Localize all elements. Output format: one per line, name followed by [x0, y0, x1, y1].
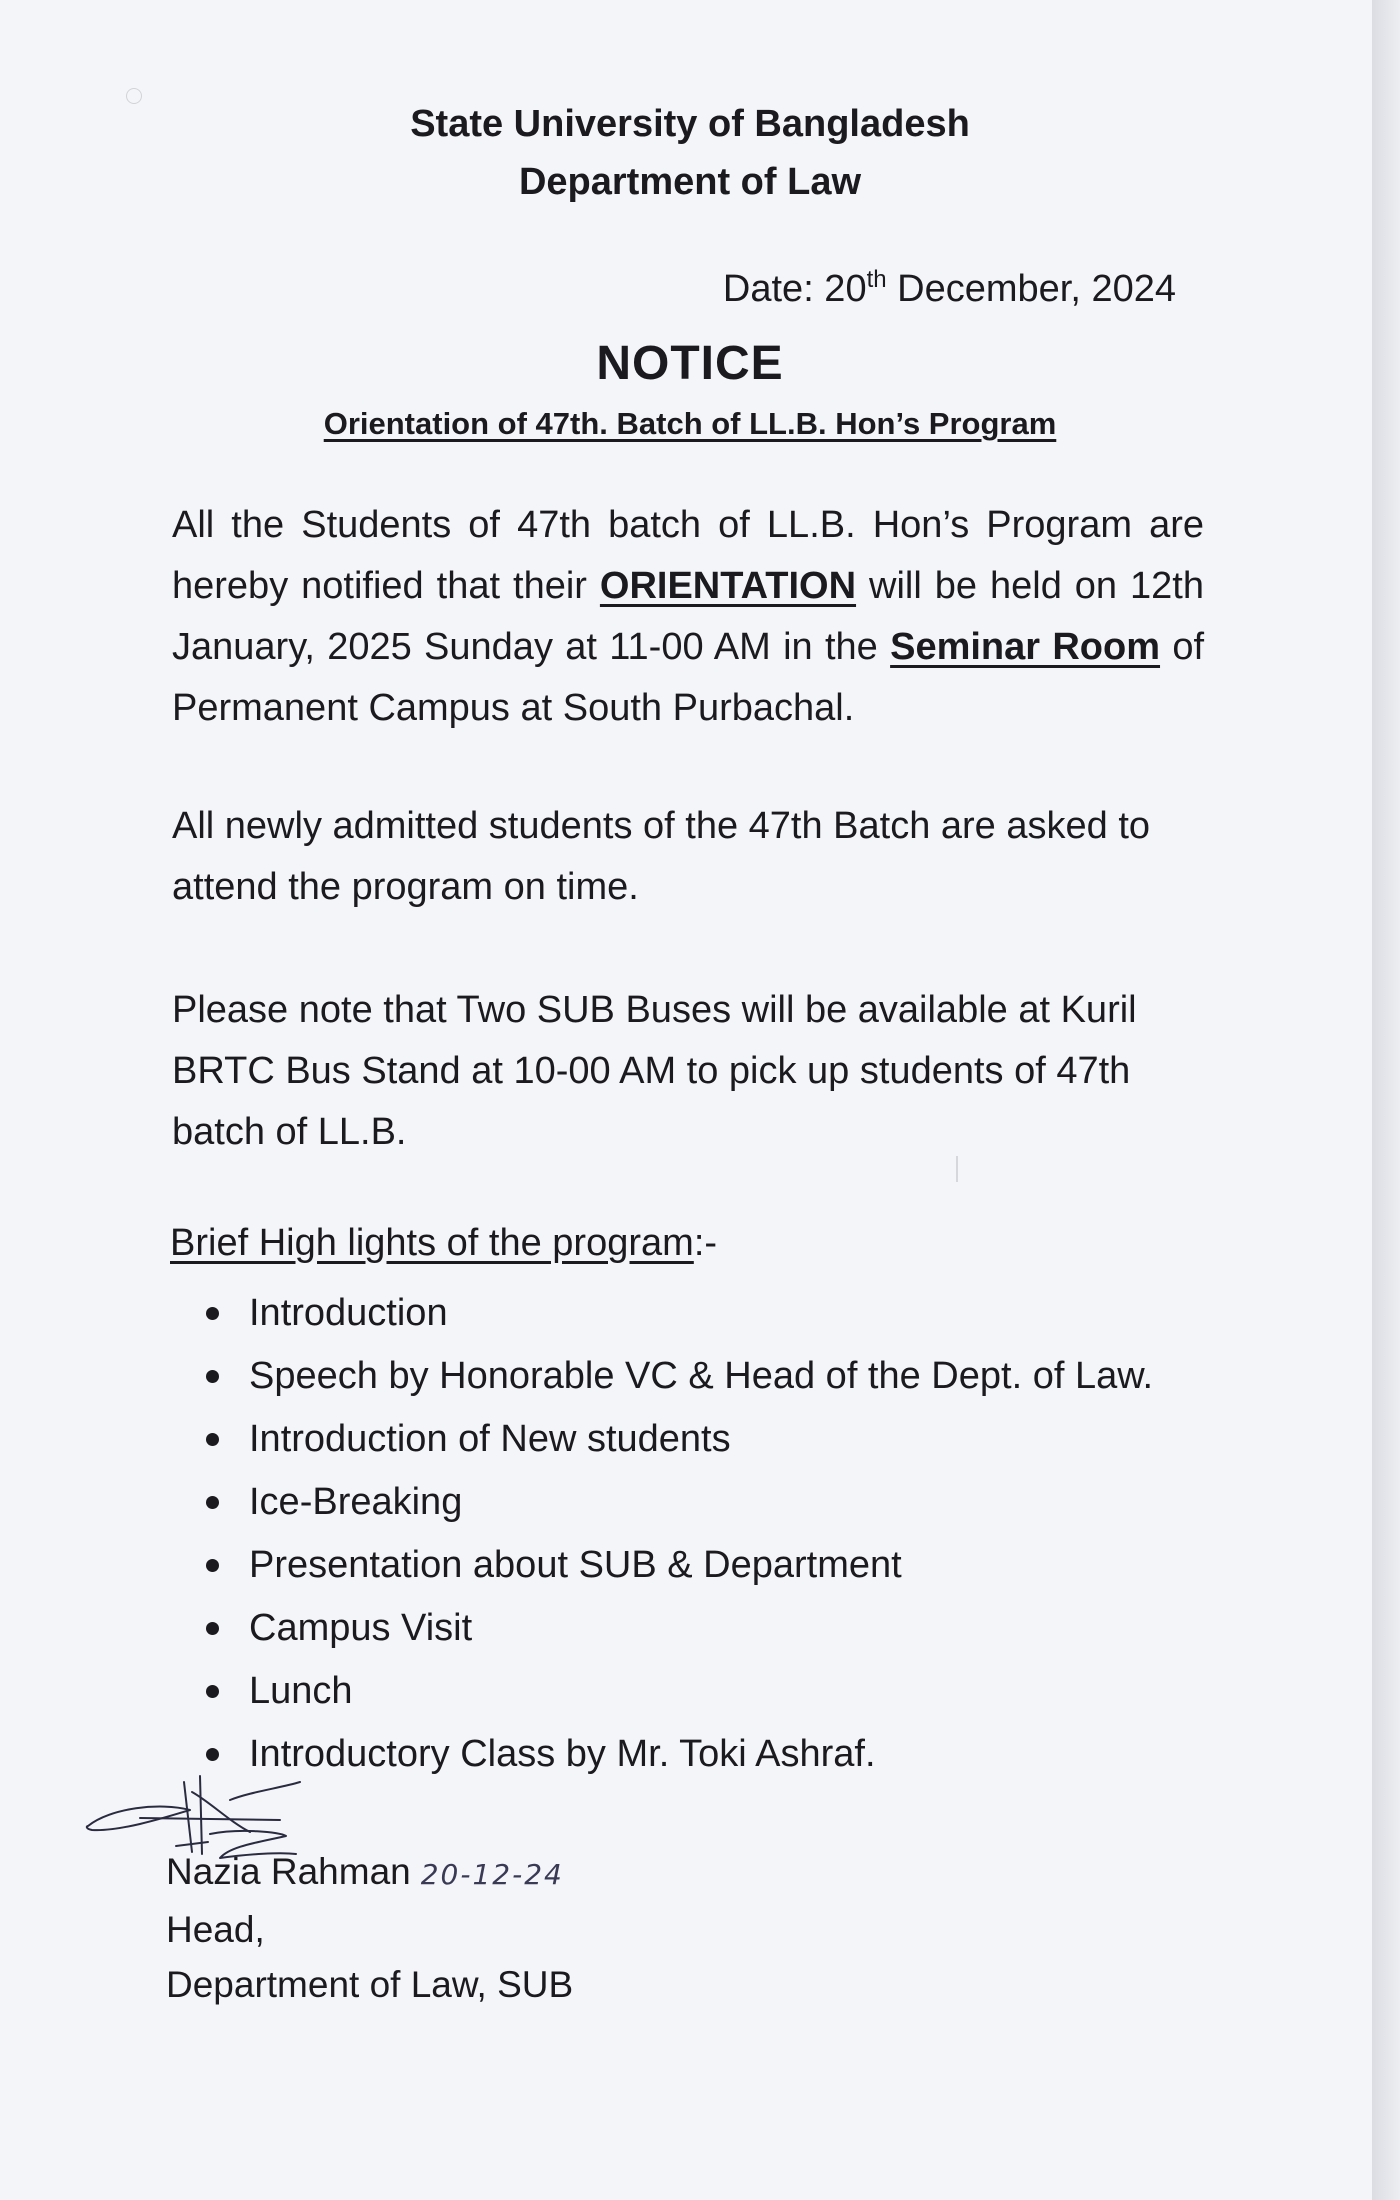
- list-item-text: Introductory Class by Mr. Toki Ashraf.: [249, 1733, 876, 1775]
- list-item-text: Lunch: [249, 1670, 353, 1712]
- paragraph1-part1: All the Students of 47th batch of LL.B. Hon’s Program are hereby notified that their: [172, 504, 1204, 607]
- handwritten-date: 20-12-24: [420, 1858, 564, 1891]
- attendance-paragraph: All newly admitted students of the 47th Batch are asked to attend the program on time.: [172, 805, 1151, 908]
- list-item-text: Campus Visit: [249, 1607, 473, 1649]
- bullet-icon: [206, 1685, 219, 1698]
- list-item: [206, 1408, 1153, 1471]
- signatory-name: Nazia Rahman: [166, 1851, 411, 1892]
- list-item-text: Speech by Honorable VC & Head of the Dept. of Law.: [249, 1355, 1154, 1397]
- list-item: [206, 1534, 1153, 1597]
- bullet-icon: [206, 1622, 219, 1635]
- list-item-text: Introduction of New students: [249, 1418, 731, 1460]
- notice-title: NOTICE: [596, 337, 784, 390]
- seminar-room-keyword: Seminar Room: [890, 626, 1161, 668]
- paragraph1-part2: will be held on 12th January, 2025 Sunday at 11-00 AM in the: [172, 565, 1204, 668]
- bullet-icon: [206, 1307, 219, 1320]
- list-item-text: Presentation about SUB & Department: [249, 1544, 902, 1586]
- highlights-list: [206, 1282, 1153, 1786]
- list-item: [206, 1723, 1153, 1786]
- bullet-icon: [206, 1559, 219, 1572]
- university-name: State University of Bangladesh: [410, 103, 970, 145]
- signatory-block: [166, 1844, 573, 2012]
- signatory-department: Department of Law, SUB: [166, 1964, 574, 2005]
- signatory-title: Head,: [166, 1909, 265, 1950]
- bus-paragraph: Please note that Two SUB Buses will be available at Kuril BRTC Bus Stand at 10-00 AM to pick up students of 47th batch of LL.B.: [172, 989, 1137, 1153]
- list-item-text: Introduction: [249, 1292, 448, 1334]
- department-name: Department of Law: [518, 161, 862, 203]
- list-item: [206, 1597, 1153, 1660]
- scan-edge: [1372, 0, 1400, 2200]
- highlights-heading-suffix: :-: [693, 1222, 718, 1264]
- bullet-icon: [206, 1370, 219, 1383]
- highlights-heading-text: Brief High lights of the program: [170, 1222, 694, 1264]
- bullet-icon: [206, 1433, 219, 1446]
- list-item: [206, 1660, 1153, 1723]
- notice-subject: Orientation of 47th. Batch of LL.B. Hon’s Program: [323, 406, 1057, 441]
- orientation-paragraph: [172, 495, 1204, 739]
- highlights-heading: [170, 1222, 717, 1265]
- date-prefix: Date: 20: [722, 268, 867, 310]
- notice-date: [723, 268, 1176, 311]
- date-ordinal: th: [866, 266, 887, 293]
- list-item-text: Ice-Breaking: [249, 1481, 463, 1523]
- bullet-icon: [206, 1748, 219, 1761]
- orientation-keyword: ORIENTATION: [599, 565, 857, 607]
- signatory-name-line: [166, 1844, 573, 1902]
- list-item: [206, 1471, 1153, 1534]
- list-item: [206, 1345, 1153, 1408]
- bullet-icon: [206, 1496, 219, 1509]
- date-rest: December, 2024: [886, 268, 1176, 310]
- paragraph1-part3: of Permanent Campus at South Purbachal.: [172, 626, 1205, 729]
- list-item: [206, 1282, 1153, 1345]
